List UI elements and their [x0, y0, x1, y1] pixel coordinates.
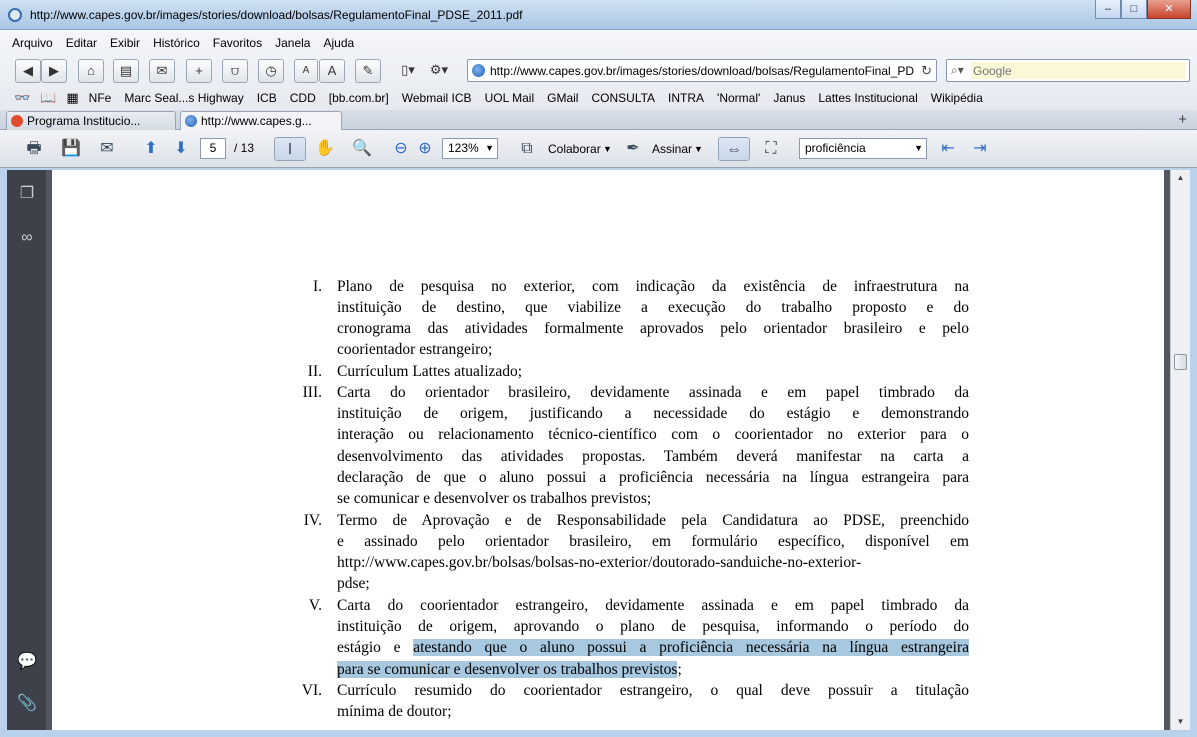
find-input[interactable] [799, 138, 927, 159]
chevron-down-icon: ▼ [485, 143, 494, 153]
search-icon[interactable]: ⌕▾ [951, 63, 964, 77]
scrollbar-thumb[interactable] [1174, 354, 1187, 370]
sign-pen-icon[interactable]: ✒ [626, 140, 640, 157]
mail-icon[interactable]: ✉ [149, 59, 175, 83]
scroll-down-arrow-icon[interactable]: ▼ [1176, 717, 1185, 726]
bookmark-nfe[interactable]: NFe [88, 91, 112, 105]
menu-exibir[interactable]: Exibir [110, 36, 141, 50]
item-number: III. [302, 384, 322, 401]
tab-label: http://www.capes.g... [201, 114, 312, 128]
bookmark-wikipedia[interactable]: Wikipédia [930, 91, 983, 105]
item-number: IV. [303, 512, 322, 529]
item-number: II. [307, 363, 322, 380]
home-icon[interactable]: ⌂ [78, 59, 104, 83]
browser-logo-icon [8, 8, 22, 22]
menu-arquivo[interactable]: Arquivo [12, 36, 53, 50]
gear-icon[interactable]: ⚙▾ [429, 62, 449, 77]
select-text-cursor-icon[interactable]: I [274, 137, 306, 161]
bookmark-normal[interactable]: 'Normal' [717, 91, 761, 105]
pdf-toolbar [0, 130, 1197, 168]
open-book-icon[interactable]: 📖 [40, 90, 57, 105]
collaborate-icon[interactable]: ⧉ [521, 140, 533, 157]
item-line: Plano de pesquisa no exterior, com indicação da existência de infraestrutura na [337, 278, 969, 295]
page-total: / 13 [234, 141, 255, 155]
glasses-icon[interactable]: 👓 [14, 90, 31, 105]
window-title: http://www.capes.gov.br/images/stories/download/bolsas/RegulamentoFinal_PDSE_2011.pdf [30, 8, 523, 22]
marquee-zoom-icon[interactable]: 🔍 [352, 140, 372, 157]
chevron-down-icon: ▼ [603, 144, 612, 154]
pdf-document-area [46, 170, 1170, 730]
item-line: interação ou relacionamento técnico-científico com o coorientador no exterior para o [337, 426, 969, 443]
window-titlebar [0, 0, 1197, 30]
globe-icon [472, 64, 485, 77]
item-number: VI. [301, 682, 322, 699]
text-larger-icon[interactable]: A [319, 59, 345, 83]
item-text: ; [677, 661, 682, 678]
text-smaller-icon[interactable]: A [294, 59, 318, 83]
vertical-scrollbar[interactable] [1170, 170, 1190, 730]
item-line: Currículum Lattes atualizado; [337, 363, 523, 380]
tab-favicon-icon [11, 115, 23, 127]
tab-label: Programa Institucio... [27, 114, 141, 128]
item-line: Carta do coorientador estrangeiro, devidamente assinada e em papel timbrado da [337, 597, 969, 614]
bookmark-bb[interactable]: [bb.com.br] [328, 91, 389, 105]
next-page-arrow-icon[interactable]: ⬇ [174, 140, 188, 157]
item-line: Termo de Aprovação e de Responsabilidade pela Candidatura ao PDSE, preenchido [337, 512, 969, 529]
zoom-level: 123% [448, 141, 479, 155]
fit-width-icon[interactable]: ⇔ [718, 137, 750, 161]
menu-janela[interactable]: Janela [275, 36, 311, 50]
previous-page-arrow-icon[interactable]: ⬆ [144, 140, 158, 157]
menu-bar [0, 30, 1197, 56]
search-box[interactable] [946, 59, 1190, 82]
item-line: se comunicar e desenvolver os trabalhos previstos; [337, 490, 652, 507]
bookmark-marc-seal[interactable]: Marc Seal...s Highway [124, 91, 244, 105]
edit-pencil-icon[interactable]: ✎ [355, 59, 381, 83]
find-next-icon[interactable]: ⇥ [973, 140, 987, 157]
bookmark-janus[interactable]: Janus [773, 91, 806, 105]
menu-ajuda[interactable]: Ajuda [323, 36, 355, 50]
item-line: Currículo resumido do coorientador estrangeiro, o qual deve possuir a titulação [337, 682, 969, 699]
maximize-button[interactable]: □ [1121, 0, 1147, 19]
page-number-input[interactable]: 5 [200, 138, 226, 159]
printer-icon[interactable]: 🖶 [26, 140, 42, 157]
item-number: I. [312, 278, 322, 295]
pdf-page [52, 170, 1164, 730]
selected-text[interactable]: atestando que o aluno possui a proficiência necessária na língua estrangeira [413, 639, 969, 656]
menu-historico[interactable]: Histórico [153, 36, 200, 50]
bookmark-icb[interactable]: ICB [256, 91, 277, 105]
window-bottom-frame [0, 730, 1197, 737]
collaborate-menu[interactable]: Colaborar [548, 142, 601, 156]
attachment-paperclip-icon[interactable]: 📎 [17, 695, 37, 712]
pdf-navigation-panel [7, 170, 46, 730]
save-disk-icon[interactable]: 💾 [61, 140, 81, 157]
full-screen-icon[interactable]: ⛶ [765, 140, 777, 157]
item-line: declaração de que o aluno possui a proficiência necessária na língua estrangeira para [337, 469, 969, 486]
item-line: http://www.capes.gov.br/bolsas/bolsas-no-exterior/doutorado-sanduiche-no-exterior- [337, 554, 862, 571]
item-line: desenvolvimento das atividades propostas. Também deverá manifestar na carta a [337, 448, 969, 465]
item-line: instituição de origem, justificando a necessidade do estágio e demonstrando [337, 405, 969, 422]
print-icon[interactable]: ▤ [113, 59, 139, 83]
chevron-down-icon: ▼ [914, 143, 923, 153]
address-url[interactable]: http://www.capes.gov.br/images/stories/download/bolsas/RegulamentoFinal_PD [490, 64, 914, 78]
menu-favoritos[interactable]: Favoritos [212, 36, 263, 50]
item-line: e assinado pelo orientador brasileiro, em formulário específico, disponível em [337, 533, 969, 550]
sign-menu[interactable]: Assinar [652, 142, 693, 156]
minimize-button[interactable]: – [1095, 0, 1121, 19]
bookmark-uol-mail[interactable]: UOL Mail [484, 91, 535, 105]
bookmark-gmail[interactable]: GMail [547, 91, 579, 105]
add-bookmark-icon[interactable]: + [186, 59, 212, 83]
hand-tool-icon[interactable]: ✋ [315, 140, 335, 157]
forward-arrow-icon[interactable]: ▶ [41, 59, 67, 83]
scroll-up-arrow-icon[interactable]: ▲ [1176, 173, 1185, 182]
binoculars-icon[interactable]: ∞ [21, 229, 33, 246]
menu-editar[interactable]: Editar [65, 36, 98, 50]
bookmark-consulta[interactable]: CONSULTA [591, 91, 656, 105]
selected-text[interactable]: para se comunicar e desenvolver os trabalhos previstos [337, 661, 678, 678]
item-line [337, 659, 969, 680]
tab-bar [0, 110, 1197, 130]
bookmark-intra[interactable]: INTRA [668, 91, 705, 105]
bookmark-webmail-icb[interactable]: Webmail ICB [401, 91, 472, 105]
chevron-down-icon: ▼ [694, 144, 703, 154]
tab-capes-pdf[interactable] [180, 111, 342, 130]
item-text: estágio e [337, 639, 414, 656]
item-line: instituição de origem, aprovando o plano de pesquisa, informando o período do [337, 618, 969, 635]
new-tab-icon[interactable]: + [1178, 111, 1187, 128]
bookmark-lattes[interactable]: Lattes Institucional [818, 91, 918, 105]
back-arrow-icon[interactable]: ◀ [15, 59, 41, 83]
find-text: proficiência [805, 141, 866, 155]
item-line [337, 637, 969, 658]
browser-chrome [0, 30, 1197, 130]
grid-icon[interactable]: ▦ [66, 90, 79, 105]
item-line: Carta do orientador brasileiro, devidamente assinada e em papel timbrado da [337, 384, 969, 401]
reload-icon[interactable]: ↻ [921, 63, 932, 78]
email-document-icon[interactable]: ✉ [100, 140, 114, 157]
zoom-in-icon[interactable]: ⊕ [418, 140, 432, 157]
item-line: pdse; [337, 575, 370, 592]
item-line: mínima de doutor; [337, 703, 452, 720]
item-line: cronograma das atividades formalmente aprovados pelo orientador brasileiro e pelo [337, 320, 969, 337]
window-controls [1095, 0, 1191, 20]
pages-icon[interactable]: ❐ [19, 185, 35, 202]
history-clock-icon[interactable]: ◷ [258, 59, 284, 83]
tab-programa-institucional[interactable] [6, 111, 176, 130]
zoom-level-select[interactable] [442, 138, 498, 159]
bookmarks-bar [0, 86, 1197, 110]
comments-icon[interactable]: 💬 [17, 653, 37, 670]
globe-icon [185, 115, 197, 127]
zoom-out-icon[interactable]: ⊖ [394, 140, 408, 157]
bookmarks-tray-icon[interactable]: ⩌ [222, 59, 248, 83]
address-bar[interactable] [467, 59, 937, 82]
item-number: V. [308, 597, 322, 614]
bookmark-cdd[interactable]: CDD [289, 91, 316, 105]
item-line: coorientador estrangeiro; [337, 341, 493, 358]
navigation-bar [0, 56, 1197, 86]
page-menu-icon[interactable]: ▯▾ [401, 62, 415, 77]
find-previous-icon[interactable]: ⇤ [941, 140, 955, 157]
search-input[interactable] [971, 62, 1185, 79]
item-line: instituição de destino, que viabilize a execução do trabalho proposto e do [337, 299, 969, 316]
close-button[interactable]: ✕ [1147, 0, 1191, 19]
